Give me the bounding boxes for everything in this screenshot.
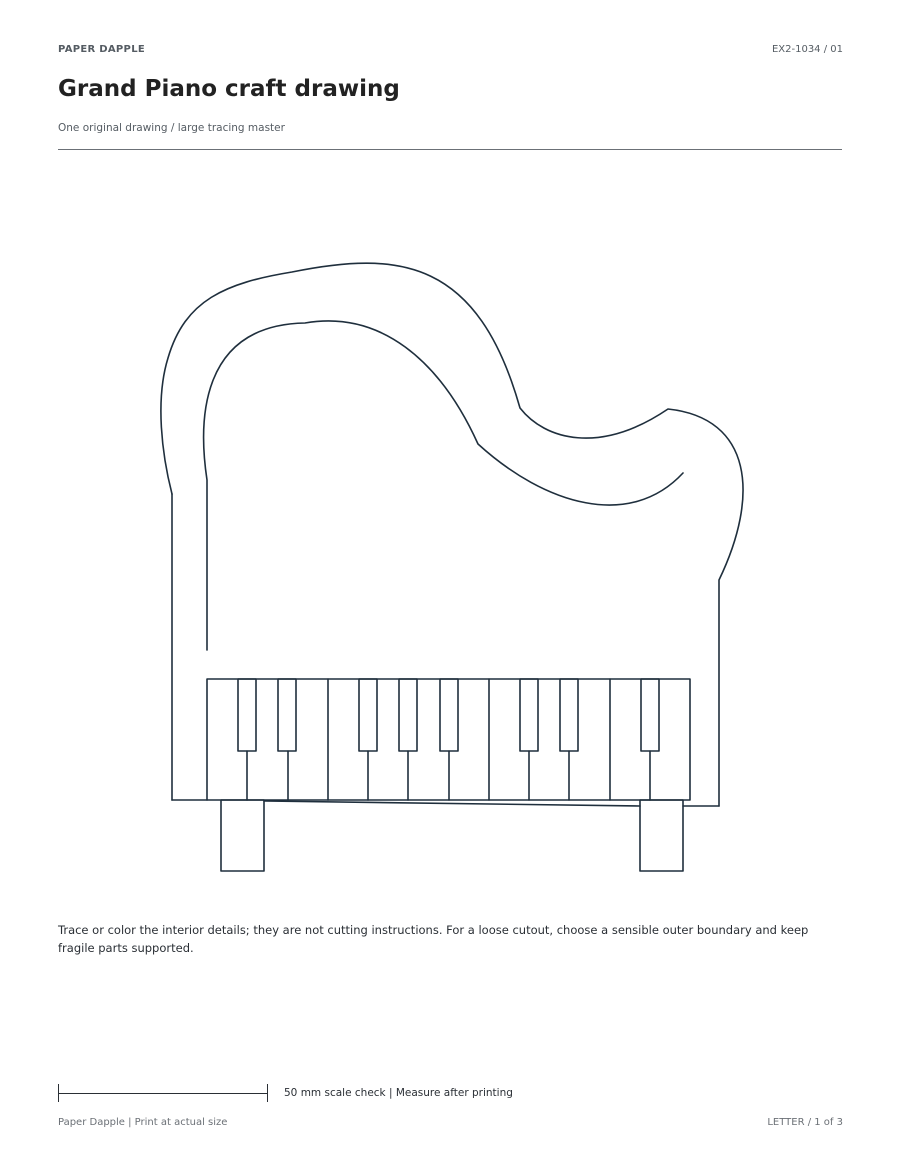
piano-leg-right: [640, 800, 683, 871]
brand-name: PAPER DAPPLE: [58, 44, 145, 55]
piano-inner-rim: [204, 321, 683, 650]
white-key-dividers: [247, 679, 650, 800]
piano-bottom-edge-right: [264, 801, 640, 806]
footer-right: LETTER / 1 of 3: [767, 1117, 843, 1128]
scale-line: [58, 1093, 268, 1094]
scale-tick-left: [58, 1084, 59, 1102]
footer-left: Paper Dapple | Print at actual size: [58, 1117, 228, 1128]
scale-label: 50 mm scale check | Measure after printing: [284, 1087, 513, 1099]
scale-tick-right: [267, 1084, 268, 1102]
instruction-note: Trace or color the interior details; they are not cutting instructions. For a loose cutout, choose a sensible outer boundary and keep fragile parts supported.: [58, 923, 809, 955]
document-code: EX2-1034 / 01: [771, 44, 843, 55]
scale-bar: [58, 1084, 268, 1102]
page-title: Grand Piano craft drawing: [58, 76, 400, 102]
black-keys: [238, 679, 659, 751]
page-subtitle: One original drawing / large tracing master: [58, 122, 285, 134]
piano-outer-outline: [161, 263, 743, 806]
piano-leg-left: [221, 800, 264, 871]
